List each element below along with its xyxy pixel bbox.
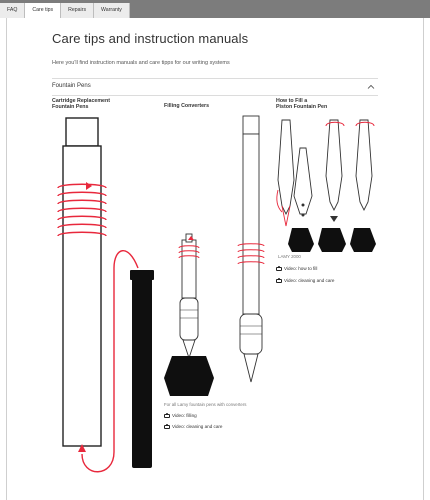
pen-barrel xyxy=(63,146,101,446)
piston-title-line1: How to Fill a xyxy=(276,98,308,104)
piston-video-cleaning[interactable] xyxy=(276,276,334,284)
piston-title-line2: Piston Fountain Pen xyxy=(276,104,328,111)
piston-pen-3 xyxy=(326,120,342,210)
cartridge-illustration xyxy=(58,118,154,472)
piston-pen-1 xyxy=(278,120,294,214)
cartridge-title-line1: Cartridge Replacement xyxy=(52,98,110,104)
piston-illustration xyxy=(277,120,376,252)
converter-pen-illustration xyxy=(238,116,264,382)
tab-faq[interactable]: FAQ xyxy=(0,3,25,18)
video-camera-icon xyxy=(164,424,170,429)
video-camera-icon xyxy=(276,278,282,283)
piston-link-label-2: Video: cleaning and care xyxy=(284,277,335,283)
pen-body-long xyxy=(243,134,259,314)
cartridge-title-line2: Fountain Pens xyxy=(52,104,89,111)
converter-link-label-2: Video: cleaning and care xyxy=(172,423,223,429)
converter-illustration xyxy=(164,234,214,396)
converter-link-label-1: Video: filling xyxy=(172,412,197,418)
piston-model-label: LAMY 2000 xyxy=(278,254,301,259)
piston-video-how-to-fill[interactable] xyxy=(276,264,317,272)
video-camera-icon xyxy=(276,266,282,271)
pen-nib xyxy=(183,340,195,358)
pen-barrel-cap xyxy=(66,118,98,146)
ink-bottle-3 xyxy=(350,228,376,252)
piston-link-label-1: Video: how to fill xyxy=(284,265,318,271)
ink-bottle-1 xyxy=(288,228,314,252)
ink-bottle xyxy=(164,356,214,396)
page-subtitle: Here you'll find instruction manuals and care tipps for our writing systems xyxy=(52,60,230,66)
piston-pen-4 xyxy=(356,120,372,210)
tab-warranty[interactable]: Warranty xyxy=(94,3,130,18)
ink-bottle-2 xyxy=(318,228,346,252)
video-camera-icon xyxy=(164,413,170,418)
page-title: Care tips and instruction manuals xyxy=(52,31,249,46)
converter-note: For all Lamy fountain pens with converters xyxy=(164,402,247,407)
converter-video-cleaning[interactable] xyxy=(164,422,222,430)
pen-section xyxy=(180,298,198,340)
tab-care-tips[interactable]: Care tips xyxy=(25,3,61,18)
converter-title: Filling Converters xyxy=(164,103,210,109)
pen-nib-long xyxy=(244,354,258,382)
ink-cartridge xyxy=(132,278,152,468)
converter-body xyxy=(182,240,196,298)
ink-cartridge-top xyxy=(130,270,154,280)
tab-repairs[interactable]: Repairs xyxy=(61,3,94,18)
accordion-title: Fountain Pens xyxy=(52,83,91,89)
pen-knob xyxy=(243,116,259,134)
converter-video-filling[interactable] xyxy=(164,411,197,419)
